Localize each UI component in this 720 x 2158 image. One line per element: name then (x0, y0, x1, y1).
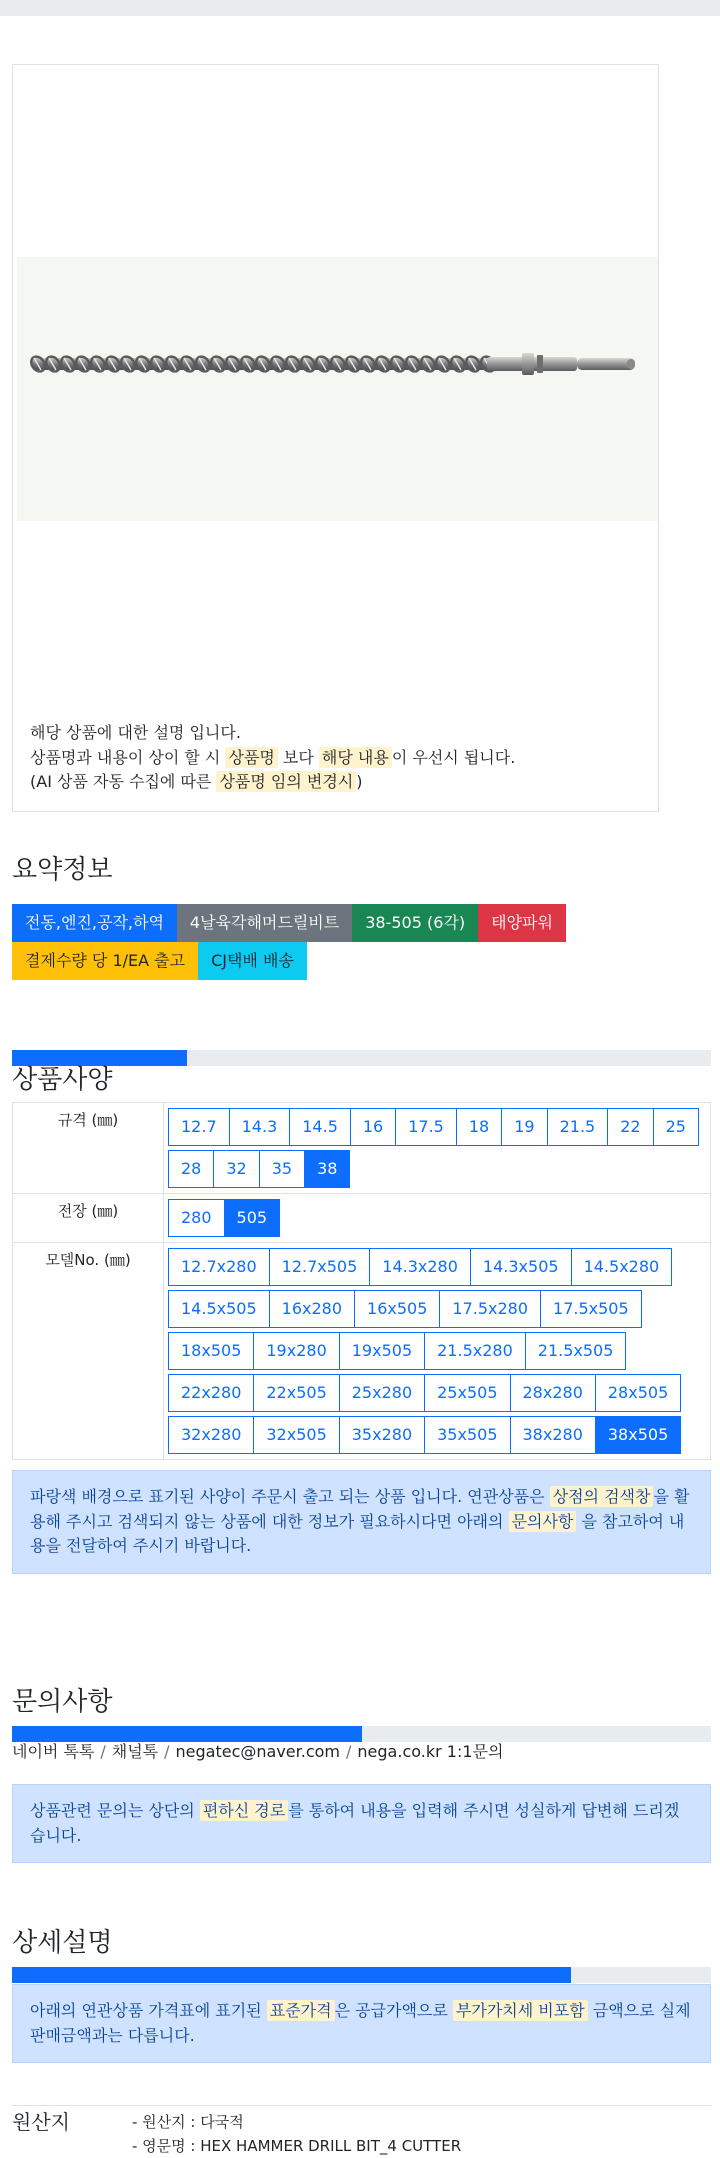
summary-badge: CJ택배 배송 (198, 942, 307, 980)
inquiry-notice-highlight: 편하신 경로 (200, 1800, 288, 1821)
detail-notice (12, 1984, 711, 2063)
spec-row-label: 모델No. (㎜) (13, 1243, 164, 1460)
spec-option-button[interactable]: 280 (168, 1199, 225, 1237)
spec-option-button[interactable]: 19x505 (339, 1332, 425, 1370)
description-highlight: 해당 내용 (319, 747, 392, 768)
summary-badges (12, 904, 712, 980)
spec-option-button[interactable]: 14.5 (289, 1108, 351, 1146)
inquiry-notice-text: 를 통하여 내용을 입력해 주시면 성실하게 답변해 드리겠습니다. (30, 1801, 680, 1845)
inquiry-link[interactable]: nega.co.kr 1:1문의 (357, 1742, 504, 1761)
summary-title: 요약정보 (12, 855, 113, 885)
spec-notice-text: 파랑색 배경으로 표기된 사양이 주문시 출고 되는 상품 입니다. 연관상품은 (30, 1487, 550, 1506)
spec-option-button[interactable]: 22x505 (253, 1374, 339, 1412)
spec-row (13, 1243, 711, 1460)
description-text: 이 우선시 됩니다. (391, 747, 516, 767)
spec-notice-highlight: 상점의 검색창 (550, 1486, 654, 1507)
spec-row (13, 1103, 711, 1194)
description-text: (AI 상품 자동 수집에 따른 (30, 772, 217, 791)
inquiry-notice (12, 1784, 711, 1863)
spec-progress (12, 1050, 711, 1066)
spec-option-button[interactable]: 12.7x280 (168, 1248, 270, 1286)
spec-options (164, 1194, 711, 1243)
spec-option-button[interactable]: 21.5x505 (525, 1332, 627, 1370)
description-line (30, 721, 650, 746)
spec-option-button[interactable]: 14.3x280 (369, 1248, 471, 1286)
spec-option-button[interactable]: 16x280 (269, 1290, 355, 1328)
spec-option-button[interactable]: 19x280 (253, 1332, 339, 1370)
origin-english-name: - 영문명 : HEX HAMMER DRILL BIT_4 CUTTER (132, 2137, 462, 2155)
spec-option-button[interactable]: 38 (304, 1150, 350, 1188)
spec-option-button[interactable]: 28x280 (510, 1374, 596, 1412)
spec-option-button[interactable]: 28 (168, 1150, 214, 1188)
description-text: ) (356, 772, 363, 791)
detail-notice-text: 아래의 연관상품 가격표에 표기된 (30, 2001, 267, 2020)
top-bar (0, 0, 720, 16)
spec-option-button[interactable]: 38x280 (510, 1416, 596, 1454)
breadcrumb-separator: / (100, 1742, 106, 1761)
summary-badge: 4날육각해머드릴비트 (177, 904, 352, 942)
spec-notice-text: 을 활용해 주시고 검색되지 않는 상품에 대한 정보가 필요하시다면 아래의 (30, 1487, 690, 1531)
inquiry-links (12, 1740, 503, 1764)
spec-notice-highlight: 문의사항 (509, 1511, 577, 1532)
description-text: 해당 상품에 대한 설명 입니다. (30, 723, 241, 742)
description-text: 보다 (277, 747, 319, 767)
spec-option-button[interactable]: 14.3 (229, 1108, 291, 1146)
description-text: 상품명과 내용이 상이 할 시 (30, 747, 226, 767)
spec-option-button[interactable]: 16x505 (354, 1290, 440, 1328)
origin-section (12, 2105, 711, 2155)
spec-option-button[interactable]: 35x280 (339, 1416, 425, 1454)
description-line (30, 746, 650, 771)
spec-row (13, 1194, 711, 1243)
breadcrumb-separator: / (164, 1742, 170, 1761)
drill-bit-image (17, 257, 658, 521)
product-description (30, 721, 650, 795)
detail-progress (12, 1967, 711, 1983)
spec-option-button[interactable]: 14.5x280 (571, 1248, 673, 1286)
detail-title: 상세설명 (12, 1928, 113, 1958)
spec-options (164, 1103, 711, 1194)
spec-title: 상품사양 (12, 1065, 113, 1095)
summary-badge: 태양파워 (478, 904, 566, 942)
inquiry-title: 문의사항 (12, 1687, 113, 1717)
spec-options (164, 1243, 711, 1460)
spec-row-label: 전장 (㎜) (13, 1194, 164, 1243)
spec-notice-text: 을 참고하여 내용을 전달하여 주시기 바랍니다. (30, 1511, 685, 1555)
detail-notice-text: 은 공급가액으로 (334, 2001, 453, 2020)
summary-badge: 결제수량 당 1/EA 출고 (12, 942, 198, 980)
spec-option-button[interactable]: 12.7 (168, 1108, 230, 1146)
spec-option-button[interactable]: 38x505 (595, 1416, 681, 1454)
summary-badge: 전동,엔진,공작,하역 (12, 904, 177, 942)
summary-badge: 38-505 (6각) (352, 904, 478, 942)
inquiry-notice-text: 상품관련 문의는 상단의 (30, 1801, 200, 1820)
inquiry-link[interactable]: 네이버 톡톡 (12, 1742, 95, 1761)
spec-option-button[interactable]: 22x280 (168, 1374, 254, 1412)
spec-option-button[interactable]: 505 (224, 1199, 281, 1237)
spec-option-button[interactable]: 21.5x280 (424, 1332, 526, 1370)
spec-option-button[interactable]: 19 (501, 1108, 547, 1146)
spec-option-button[interactable]: 16 (350, 1108, 396, 1146)
detail-notice-text: 금액으로 실제 판매금액과는 다릅니다. (30, 2001, 691, 2045)
spec-notice (12, 1470, 711, 1574)
spec-option-button[interactable]: 25 (653, 1108, 699, 1146)
spec-option-button[interactable]: 12.7x505 (269, 1248, 371, 1286)
spec-option-button[interactable]: 17.5x505 (540, 1290, 642, 1328)
origin-line: - 원산지 : 다국적 (132, 2113, 244, 2131)
spec-option-button[interactable]: 14.5x505 (168, 1290, 270, 1328)
spec-row-label: 규격 (㎜) (13, 1103, 164, 1194)
spec-option-button[interactable]: 32x280 (168, 1416, 254, 1454)
spec-option-button[interactable]: 32x505 (253, 1416, 339, 1454)
description-highlight: 상품명 임의 변경시 (216, 771, 356, 792)
inquiry-link[interactable]: negatec@naver.com (175, 1742, 341, 1761)
spec-option-button[interactable]: 25x505 (424, 1374, 510, 1412)
spec-option-button[interactable]: 21.5 (547, 1108, 609, 1146)
spec-option-button[interactable]: 17.5x280 (439, 1290, 541, 1328)
product-card (12, 64, 659, 812)
spec-option-button[interactable]: 28x505 (595, 1374, 681, 1412)
description-line (30, 770, 650, 795)
origin-label: 원산지 (12, 2110, 70, 2134)
spec-option-button[interactable]: 25x280 (339, 1374, 425, 1412)
spec-table (12, 1102, 711, 1460)
product-image (17, 257, 658, 521)
description-highlight: 상품명 (225, 747, 277, 768)
spec-option-button[interactable]: 14.3x505 (470, 1248, 572, 1286)
spec-option-button[interactable]: 35x505 (424, 1416, 510, 1454)
breadcrumb-separator: / (346, 1742, 352, 1761)
spec-option-button[interactable]: 18 (456, 1108, 502, 1146)
spec-option-button[interactable]: 32 (213, 1150, 259, 1188)
spec-option-button[interactable]: 22 (607, 1108, 653, 1146)
detail-notice-highlight: 부가가치세 비포함 (453, 2000, 588, 2021)
spec-option-button[interactable]: 17.5 (395, 1108, 457, 1146)
spec-option-button[interactable]: 18x505 (168, 1332, 254, 1370)
detail-notice-highlight: 표준가격 (267, 2000, 335, 2021)
spec-option-button[interactable]: 35 (259, 1150, 305, 1188)
origin-details (132, 2110, 461, 2158)
inquiry-link[interactable]: 채널톡 (111, 1742, 159, 1761)
